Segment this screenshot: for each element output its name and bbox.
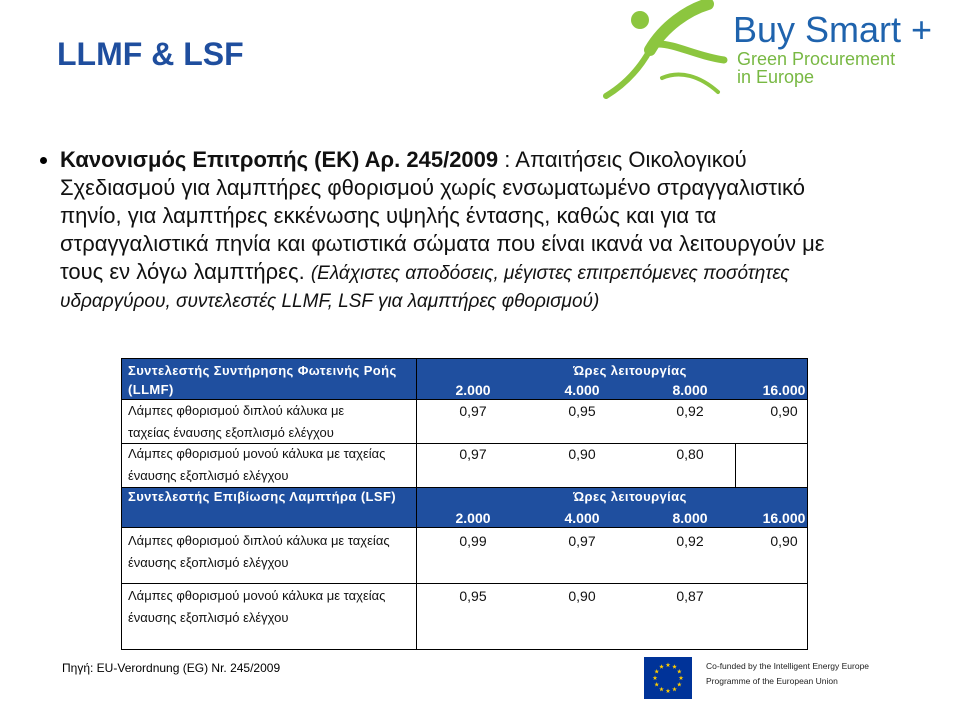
llmf-hours-value: 8.000 — [672, 382, 708, 398]
lsf-hours-value: 8.000 — [672, 510, 708, 526]
row-divider — [122, 583, 807, 584]
eu-flag-icon — [644, 657, 692, 699]
table-row-label: έναυσης εξοπλισμό ελέγχου — [128, 555, 289, 570]
intro-text: : Απαιτήσεις Οικολογικού — [504, 147, 747, 172]
regulation-reference: Κανονισμός Επιτροπής (ΕΚ) Αρ. 245/2009 — [60, 147, 499, 172]
source-note: Πηγή: EU-Verordnung (EG) Nr. 245/2009 — [62, 661, 281, 675]
lsf-hours-value: 16.000 — [762, 510, 806, 526]
table-cell-value: 0,90 — [568, 588, 596, 604]
lsf-hours-value: 4.000 — [564, 510, 600, 526]
intro-line: Σχεδιασμού για λαμπτήρες φθορισμού χωρίς ενσωματωμένο στραγγαλιστικό — [60, 175, 805, 200]
intro-line — [60, 258, 825, 286]
intro-line — [60, 286, 825, 314]
row-divider — [122, 487, 807, 488]
intro-note: (Ελάχιστες αποδόσεις, μέγιστες επιτρεπόμενες ποσότητες — [310, 263, 790, 284]
intro-paragraph — [60, 146, 825, 314]
llmf-header-title: Συντελεστής Συντήρησης Φωτεινής Ροής — [128, 363, 397, 378]
table-row-label: Λάμπες φθορισμού μονού κάλυκα με ταχείας — [128, 446, 386, 461]
cofunded-text: Programme of the European Union — [706, 676, 838, 686]
lsf-hours-label: Ώρες λειτουργίας — [573, 489, 687, 504]
cofunded-text: Co-funded by the Intelligent Energy Europe — [706, 661, 870, 671]
logo-name: Buy Smart + — [733, 9, 933, 50]
intro-note: υδραργύρου, συντελεστές LLMF, LSF για λαμπτήρες φθορισμού) — [60, 291, 600, 312]
logo-tagline: in Europe — [737, 67, 815, 87]
table-row-label: Λάμπες φθορισμού διπλού κάλυκα με ταχείας — [128, 533, 390, 548]
lsf-header-title: Συντελεστής Επιβίωσης Λαμπτήρα (LSF) — [128, 489, 397, 504]
table-cell-value: 0,92 — [676, 533, 704, 549]
factors-table — [121, 358, 808, 650]
buy-smart-swirl-icon — [596, 0, 736, 100]
column-divider — [416, 359, 417, 649]
table-cell-value: 0,97 — [459, 403, 487, 419]
table-cell-value: 0,87 — [676, 588, 704, 604]
llmf-hours-value: 2.000 — [455, 382, 491, 398]
bullet-icon — [40, 157, 47, 164]
table-cell-value: 0,90 — [770, 403, 798, 419]
table-cell-value: 0,99 — [459, 533, 487, 549]
llmf-header-abbr: (LLMF) — [128, 382, 174, 397]
table-cell-value: 0,97 — [459, 446, 487, 462]
table-cell-value: 0,90 — [770, 533, 798, 549]
row-divider — [122, 527, 807, 528]
table-row-label: ταχείας έναυσης εξοπλισμό ελέγχου — [128, 425, 334, 440]
table-row-label: έναυσης εξοπλισμό ελέγχου — [128, 610, 289, 625]
table-cell-value: 0,90 — [568, 446, 596, 462]
lsf-hours-value: 2.000 — [455, 510, 491, 526]
table-cell-value: 0,95 — [568, 403, 596, 419]
table-cell-value: 0,92 — [676, 403, 704, 419]
table-cell-value: 0,97 — [568, 533, 596, 549]
table-cell-value: 0,80 — [676, 446, 704, 462]
row-divider — [122, 443, 807, 444]
llmf-hours-value: 16.000 — [762, 382, 806, 398]
table-row-label: έναυσης εξοπλισμό ελέγχου — [128, 468, 289, 483]
llmf-hours-label: Ώρες λειτουργίας — [573, 363, 687, 378]
table-cell-value: 0,95 — [459, 588, 487, 604]
intro-text: τους εν λόγω λαμπτήρες. — [60, 259, 305, 284]
logo-tagline: Green Procurement — [737, 49, 896, 69]
column-divider — [735, 443, 736, 487]
table-row-label: Λάμπες φθορισμού διπλού κάλυκα με — [128, 403, 345, 418]
row-divider — [122, 399, 807, 400]
slide-title: LLMF & LSF — [57, 36, 244, 72]
intro-line: πηνίο, για λαμπτήρες εκκένωσης υψηλής έντασης, καθώς και για τα — [60, 203, 717, 228]
intro-line — [60, 146, 825, 174]
table-row-label: Λάμπες φθορισμού μονού κάλυκα με ταχείας — [128, 588, 386, 603]
intro-line: στραγγαλιστικά πηνία και φωτιστικά σώματα που είναι ικανά να λειτουργούν με — [60, 231, 825, 256]
llmf-hours-value: 4.000 — [564, 382, 600, 398]
